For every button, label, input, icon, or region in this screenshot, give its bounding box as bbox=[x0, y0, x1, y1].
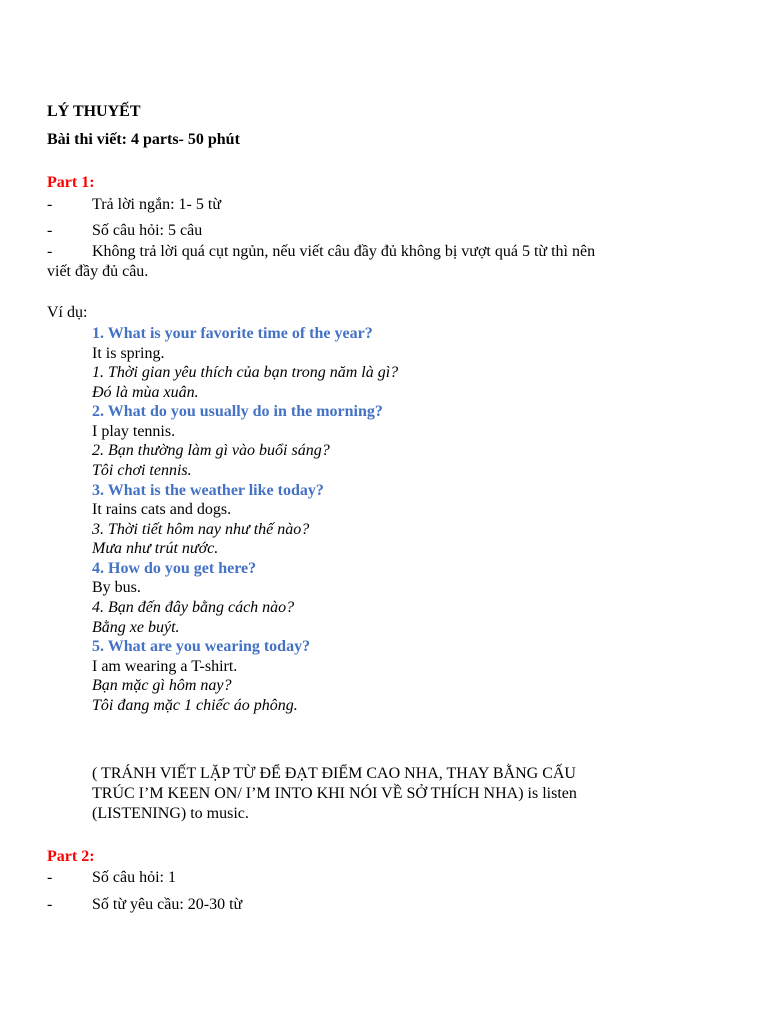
example-question: 1. What is your favorite time of the year? bbox=[92, 325, 373, 342]
example-question: 2. What do you usually do in the morning? bbox=[92, 403, 383, 420]
bullet-text: Số từ yêu cầu: 20-30 từ bbox=[92, 896, 243, 913]
example-answer: I play tennis. bbox=[92, 423, 176, 440]
doc-title: LÝ THUYẾT bbox=[47, 103, 141, 120]
example-answer-vi: Tôi chơi tennis. bbox=[92, 462, 192, 479]
note-line: (LISTENING) to music. bbox=[92, 805, 249, 822]
example-question-vi: 3. Thời tiết hôm nay như thế nào? bbox=[92, 521, 310, 538]
example-label: Ví dụ: bbox=[47, 304, 88, 321]
part1-heading: Part 1: bbox=[47, 174, 95, 191]
bullet-dash: - bbox=[47, 196, 53, 213]
example-question-vi: 4. Bạn đến đây bằng cách nào? bbox=[92, 599, 295, 616]
example-question-vi: 2. Bạn thường làm gì vào buổi sáng? bbox=[92, 442, 330, 459]
example-question-vi: 1. Thời gian yêu thích của bạn trong năm là gì? bbox=[92, 364, 399, 381]
part2-heading: Part 2: bbox=[47, 848, 95, 865]
bullet-dash: - bbox=[47, 222, 53, 239]
example-question-vi: Bạn mặc gì hôm nay? bbox=[92, 677, 232, 694]
example-answer: It is spring. bbox=[92, 345, 165, 362]
bullet-text: Số câu hỏi: 5 câu bbox=[92, 222, 203, 239]
bullet-dash: - bbox=[47, 896, 53, 913]
note-line: TRÚC I’M KEEN ON/ I’M INTO KHI NÓI VỀ SỞ THÍCH NHA) is listen bbox=[92, 785, 577, 802]
example-question: 3. What is the weather like today? bbox=[92, 482, 324, 499]
bullet-text: Số câu hỏi: 1 bbox=[92, 869, 176, 886]
example-answer: By bus. bbox=[92, 579, 141, 596]
doc-subtitle: Bài thi viết: 4 parts- 50 phút bbox=[47, 131, 240, 148]
example-answer: It rains cats and dogs. bbox=[92, 501, 232, 518]
bullet-dash: - bbox=[47, 243, 53, 260]
example-question: 5. What are you wearing today? bbox=[92, 638, 311, 655]
bullet-text: Không trả lời quá cụt ngủn, nếu viết câu đầy đủ không bị vượt quá 5 từ thì nên bbox=[92, 243, 596, 260]
example-question: 4. How do you get here? bbox=[92, 560, 257, 577]
example-answer-vi: Đó là mùa xuân. bbox=[92, 384, 199, 401]
example-answer: I am wearing a T-shirt. bbox=[92, 658, 238, 675]
note-line: ( TRÁNH VIẾT LẶP TỪ ĐỂ ĐẠT ĐIỂM CAO NHA, THAY BẰNG CẤU bbox=[92, 765, 576, 782]
bullet-text: Trả lời ngắn: 1- 5 từ bbox=[92, 196, 221, 213]
part1-bullet-3-continuation: viết đầy đủ câu. bbox=[47, 263, 149, 280]
bullet-dash: - bbox=[47, 869, 53, 886]
example-answer-vi: Bằng xe buýt. bbox=[92, 619, 180, 636]
example-answer-vi: Mưa như trút nước. bbox=[92, 540, 219, 557]
example-answer-vi: Tôi đang mặc 1 chiếc áo phông. bbox=[92, 697, 298, 714]
